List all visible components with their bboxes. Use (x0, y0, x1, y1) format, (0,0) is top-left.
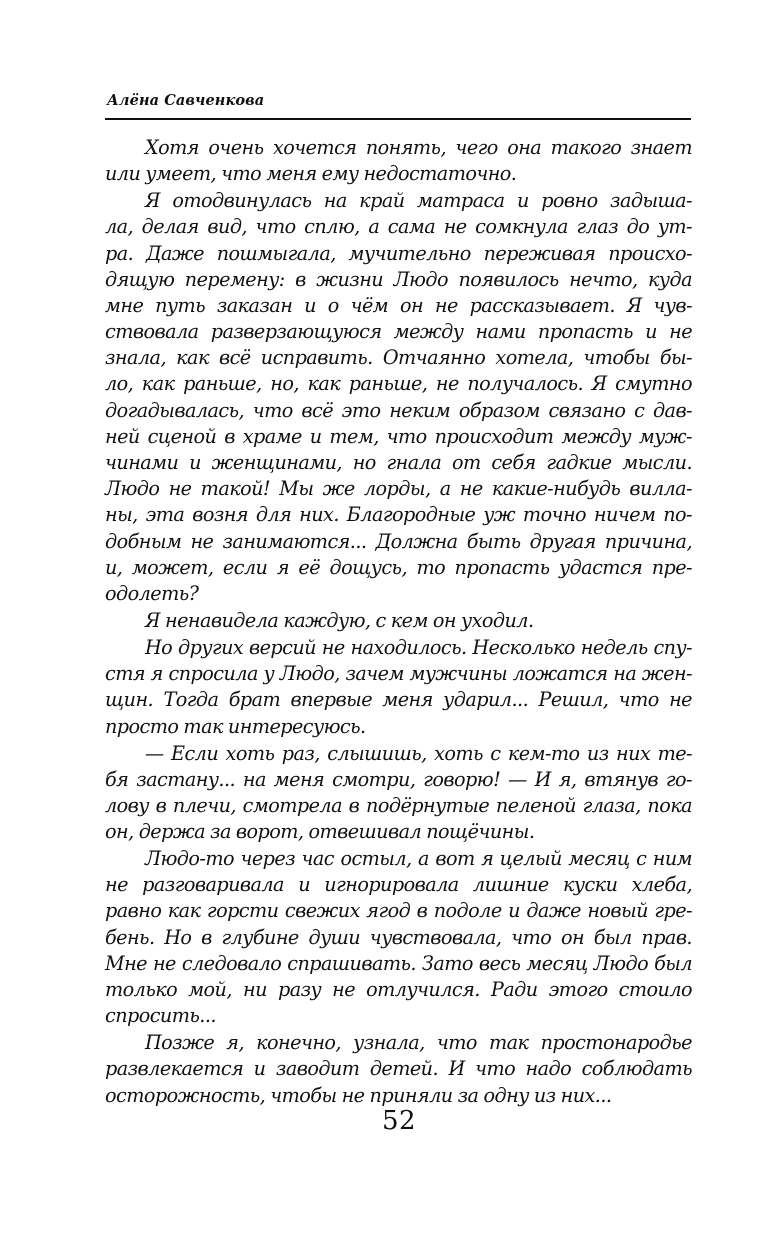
text-line: только мой, ни разу не отлучился. Ради этого стоило (105, 977, 692, 1001)
text-line: ны, эта возня для них. Благородные уж точно ничем по- (105, 503, 692, 527)
text-line: лову в плечи, смотрела в подёрнутые пеленой глаза, пока (105, 793, 692, 817)
text-line: он, держа за ворот, отвешивал пощёчины. (105, 820, 535, 844)
text-line: — Если хоть раз, слышишь, хоть с кем-то из них те- (145, 741, 692, 765)
text-line: дящую перемену: в жизни Людо появилось нечто, куда (105, 267, 692, 291)
text-line: ней сценой в храме и тем, что происходит между муж- (105, 424, 692, 448)
text-line: бень. Но в глубине души чувствовала, что он был прав. (105, 925, 692, 949)
text-line: Позже я, конечно, узнала, что так простонародье (145, 1031, 692, 1055)
text-line: и, может, если я её дощусь, то пропасть удастся пре- (105, 555, 692, 579)
paragraph (105, 135, 692, 187)
running-header-author: Алёна Савченкова (107, 92, 265, 109)
text-line: Людо-то через час остыл, а вот я целый месяц с ним (145, 847, 692, 871)
text-line: не разговаривала и игнорировала лишние куски хлеба, (105, 873, 692, 897)
text-line: чинами и женщинами, но гнала от себя гадкие мысли. (105, 451, 692, 475)
text-line: или умеет, что меня ему недостаточно. (105, 162, 517, 186)
paragraph (105, 635, 692, 740)
paragraph (105, 608, 692, 634)
text-line: осторожность, чтобы не приняли за одну из них... (105, 1083, 612, 1107)
text-line: мне путь заказан и о чём он не рассказывает. Я чув- (105, 293, 692, 317)
text-line: Хотя очень хочется понять, чего она такого знает (145, 136, 692, 159)
text-line: догадывалась, что всё это неким образом связано с дав- (105, 398, 692, 422)
text-line: добным не занимаются... Должна быть другая причина, (105, 529, 692, 553)
text-line: ра. Даже пошмыгала, мучительно переживая происхо- (105, 241, 692, 265)
header-rule (105, 118, 691, 120)
text-line: равно как горсти свежих ягод в подоле и даже новый гре- (105, 899, 692, 923)
paragraph (105, 1030, 692, 1109)
text-line: Я ненавидела каждую, с кем он уходил. (145, 608, 534, 632)
text-line: щин. Тогда брат впервые меня ударил... Решил, что не (105, 688, 692, 712)
paragraph (105, 188, 692, 607)
paragraph (105, 846, 692, 1029)
text-line: развлекается и заводит детей. И что надо соблюдать (105, 1057, 692, 1081)
paragraph (105, 741, 692, 846)
text-line: стя я спросила у Людо, зачем мужчины ложатся на жен- (105, 662, 692, 686)
text-line: Людо не такой! Мы же лорды, а не какие-нибудь вилла- (105, 477, 692, 501)
body-text (105, 135, 692, 1109)
text-line: одолеть? (105, 581, 199, 605)
text-line: Я отодвинулась на край матраса и ровно задыша- (145, 189, 692, 213)
page-number: 52 (381, 1106, 417, 1136)
text-line: бя застану... на меня смотри, говорю! — И я, втянув го- (105, 767, 692, 791)
text-line: Но других версий не находилось. Несколько недель спу- (145, 635, 692, 659)
text-line: просто так интересуюсь. (105, 714, 366, 738)
text-line: знала, как всё исправить. Отчаянно хотела, чтобы бы- (105, 346, 692, 370)
text-line: ло, как раньше, но, как раньше, не получалось. Я смутно (105, 372, 692, 396)
text-line: спросить... (105, 1004, 216, 1028)
text-line: ла, делая вид, что сплю, а сама не сомкнула глаз до ут- (105, 215, 692, 239)
text-line: Мне не следовало спрашивать. Зато весь месяц Людо был (105, 951, 692, 975)
text-line: ствовала разверзающуюся между нами пропасть и не (105, 320, 692, 344)
